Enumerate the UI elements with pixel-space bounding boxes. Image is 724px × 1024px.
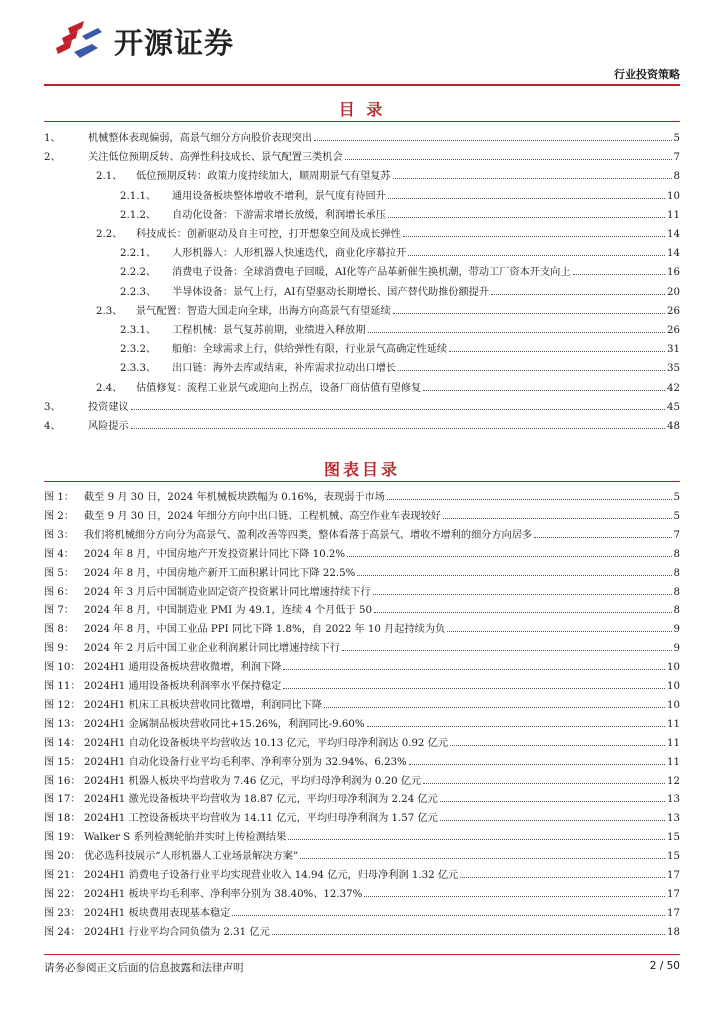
figure-entry[interactable]: [44, 504, 680, 522]
document-type: 行业投资策略: [614, 68, 680, 81]
figure-number: 图 19：: [44, 832, 81, 844]
figure-page: 9: [673, 643, 680, 655]
toc-entry-page: 42: [667, 382, 680, 394]
toc-entry-text: 景气配置：智造大国走向全球，出海方向高景气有望延续: [136, 305, 391, 317]
leader-dots: [131, 409, 665, 410]
figure-entry[interactable]: [44, 636, 680, 654]
toc-entry-page: 5: [673, 133, 680, 144]
leader-dots: [131, 428, 665, 429]
figure-entry[interactable]: [44, 693, 680, 711]
figure-entry[interactable]: [44, 561, 680, 579]
figure-number: 图 17：: [44, 794, 81, 806]
leader-dots: [450, 745, 665, 746]
figure-number: 图 4：: [44, 548, 75, 560]
figure-page: 7: [673, 529, 680, 541]
toc-divider: [44, 121, 680, 122]
figures-title: 图表目录: [323, 460, 400, 479]
toc-entry[interactable]: [120, 318, 680, 336]
figure-page: 11: [667, 718, 680, 730]
page-number: 2 / 50: [649, 960, 680, 972]
toc-entry-page: 26: [667, 305, 680, 317]
toc-entry-text: 出口链：海外去库或结束，补库需求拉动出口增长: [172, 363, 397, 375]
toc-entry-number: 2、: [44, 152, 61, 164]
toc-entry[interactable]: [96, 164, 680, 182]
figure-number: 图 2：: [44, 510, 75, 522]
figure-entry[interactable]: [44, 580, 680, 598]
toc-entry[interactable]: [44, 126, 680, 144]
leader-dots: [342, 650, 671, 651]
leader-dots: [403, 236, 665, 237]
figure-page: 18: [667, 926, 680, 938]
leader-dots: [324, 707, 665, 708]
toc-entry-page: 11: [667, 209, 680, 221]
figure-number: 图 9：: [44, 643, 75, 655]
footer-disclaimer: 请务必参阅正文后面的信息披露和法律声明: [44, 962, 244, 974]
figure-caption: 2024H1 板块平均毛利率、净利率分别为 38.40%、12.37%: [84, 888, 363, 900]
figure-number: 图 24：: [44, 926, 81, 938]
figure-caption: 2024 年 8 月，中国房地产开发投资累计同比下降 10.2%: [84, 548, 346, 560]
figure-entry[interactable]: [44, 655, 680, 673]
toc-entry-number: 4、: [44, 421, 61, 432]
leader-dots: [345, 159, 672, 160]
figure-page: 17: [667, 907, 680, 919]
figure-caption: 2024 年 8 月，中国房地产新开工面积累计同比下降 22.5%: [84, 567, 356, 579]
header-divider: [44, 84, 680, 86]
figure-caption: 2024 年 8 月，中国制造业 PMI 为 49.1，连续 4 个月低于 50: [84, 605, 372, 617]
leader-dots: [300, 858, 665, 859]
figure-caption: 我们将机械细分方向分为高景气、盈利改善等四类，整体看落于高景气、增收不增利的细分方向居多: [84, 529, 533, 541]
figure-page: 10: [667, 681, 680, 692]
toc-entry-number: 2.2.2、: [120, 267, 157, 279]
toc-entry-number: 1、: [44, 133, 61, 144]
toc-entry-number: 2.1.1、: [120, 190, 157, 202]
figure-number: 图 18：: [44, 813, 81, 825]
toc-entry-page: 16: [667, 267, 680, 279]
toc-entry-text: 自动化设备：下游需求增长放缓，利润增长承压: [172, 209, 386, 221]
toc-entry-text: 投资建议: [88, 401, 129, 413]
leader-dots: [449, 351, 665, 352]
toc-entry[interactable]: [96, 376, 680, 394]
leader-dots: [398, 370, 665, 371]
figure-caption: 2024H1 板块费用表现基本稳定: [84, 907, 231, 919]
figure-caption: 2024H1 消费电子设备行业平均实现营业收入 14.94 亿元，归母净利润 1.32 亿元: [84, 870, 459, 881]
figure-page: 9: [673, 624, 680, 636]
figure-caption: 2024H1 金属制品板块营收同比+15.26%，利润同比-9.60%: [84, 718, 365, 730]
leader-dots: [388, 217, 665, 218]
toc-entry-number: 2.3.2、: [120, 344, 157, 356]
figure-number: 图 6：: [44, 586, 75, 598]
figure-entry[interactable]: [44, 901, 680, 919]
brand-name: 开源证券: [114, 25, 235, 60]
toc-entry[interactable]: [120, 203, 680, 221]
leader-dots: [368, 332, 665, 333]
toc-entry-text: 通用设备板块整体增收不增利，景气度有待回升: [172, 190, 386, 202]
toc-entry[interactable]: [120, 260, 680, 278]
figure-caption: 2024H1 通用设备板块利润率水平保持稳定: [84, 681, 282, 692]
toc-entry-text: 船舶：全球需求上行，供给弹性有限，行业景气高确定性延续: [172, 344, 448, 356]
leader-dots: [409, 764, 665, 765]
toc-entry-number: 3、: [44, 401, 61, 413]
toc-entry-number: 2.1、: [96, 171, 123, 183]
figure-caption: 2024H1 自动化设备板块平均营收达 10.13 亿元，平均归母净利润达 0.92 亿元: [84, 737, 449, 749]
figure-page: 5: [673, 510, 680, 522]
figure-entry[interactable]: [44, 542, 680, 560]
figure-number: 图 16：: [44, 775, 81, 787]
leader-dots: [534, 537, 671, 538]
figure-page: 8: [673, 605, 680, 617]
figure-page: 5: [673, 492, 680, 503]
leader-dots: [393, 178, 672, 179]
figure-entry[interactable]: [44, 825, 680, 843]
toc-entry[interactable]: [120, 337, 680, 355]
figure-number: 图 12：: [44, 699, 81, 711]
figure-page: 10: [667, 662, 680, 674]
figure-page: 8: [673, 548, 680, 560]
leader-dots: [408, 255, 665, 256]
leader-dots: [283, 669, 665, 670]
toc-entry-page: 8: [673, 171, 680, 183]
figure-entry[interactable]: [44, 863, 680, 881]
toc-entry[interactable]: [44, 395, 680, 413]
toc-entry-page: 26: [667, 325, 680, 336]
leader-dots: [573, 274, 666, 275]
toc-entry-page: 35: [667, 363, 680, 375]
figure-entry[interactable]: [44, 523, 680, 541]
toc-entry-page: 20: [667, 286, 680, 298]
figure-number: 图 23：: [44, 907, 81, 919]
figure-number: 图 20：: [44, 851, 81, 863]
figure-number: 图 7：: [44, 605, 75, 617]
figure-entry[interactable]: [44, 769, 680, 787]
figure-entry[interactable]: [44, 712, 680, 730]
toc-entry-page: 7: [673, 152, 680, 164]
figure-entry[interactable]: [44, 598, 680, 616]
toc-entry-number: 2.3.3、: [120, 363, 157, 375]
toc-entry-text: 风险提示: [88, 421, 129, 432]
leader-dots: [443, 518, 672, 519]
figure-number: 图 10：: [44, 662, 81, 674]
figure-caption: 2024 年 2 月后中国工业企业利润累计同比增速持续下行: [84, 643, 341, 655]
figure-caption: 2024H1 自动化设备行业平均毛利率、净利率分别为 32.94%、6.23%: [84, 756, 407, 768]
figure-number: 图 22：: [44, 888, 81, 900]
figure-caption: 优必选科技展示“人形机器人工业场景解决方案”: [84, 851, 299, 863]
figure-number: 图 13：: [44, 718, 81, 730]
toc-title: 目 录: [338, 100, 386, 119]
leader-dots: [374, 612, 672, 613]
figure-page: 10: [667, 699, 680, 711]
leader-dots: [440, 801, 665, 802]
figure-page: 13: [667, 794, 680, 806]
figure-entry[interactable]: [44, 674, 680, 692]
toc-entry-text: 估值修复：流程工业景气或迎向上拐点，设备厂商估值有望修复: [136, 382, 422, 394]
leader-dots: [423, 783, 665, 784]
figure-number: 图 5：: [44, 567, 75, 579]
figure-number: 图 3：: [44, 529, 75, 541]
toc-entry-text: 科技成长：创新驱动及自主可控，打开想象空间及成长弹性: [136, 229, 401, 240]
toc-entry-number: 2.3、: [96, 305, 123, 317]
toc-entry[interactable]: [120, 356, 680, 374]
figure-number: 图 15：: [44, 756, 81, 768]
figure-caption: 2024H1 机床工具板块营收同比微增，利润同比下降: [84, 699, 323, 711]
figure-entry[interactable]: [44, 731, 680, 749]
toc-entry-page: 31: [667, 344, 680, 356]
toc-entry[interactable]: [44, 414, 680, 432]
toc-entry-number: 2.1.2、: [120, 209, 157, 221]
figure-page: 13: [667, 813, 680, 825]
toc-entry[interactable]: [96, 222, 680, 240]
toc-entry-text: 工程机械：景气复苏前期，业绩进入释放期: [172, 325, 366, 336]
figure-number: 图 14：: [44, 737, 81, 749]
toc-entry-page: 45: [667, 401, 680, 413]
toc-entry-text: 机械整体表现偏弱，高景气细分方向股价表现突出: [88, 133, 313, 144]
toc-entry-text: 人形机器人：人形机器人快速迭代，商业化序幕拉开: [172, 248, 407, 260]
figure-number: 图 1：: [44, 492, 75, 503]
figure-entry[interactable]: [44, 844, 680, 862]
figure-number: 图 8：: [44, 624, 75, 636]
figure-page: 17: [667, 870, 680, 881]
figure-caption: 截至 9 月 30 日，2024 年细分方向中出口链、工程机械、高空作业车表现较好: [84, 510, 441, 522]
figure-entry[interactable]: [44, 882, 680, 900]
toc-entry[interactable]: [120, 184, 680, 202]
leader-dots: [387, 499, 672, 500]
toc-entry-text: 消费电子设备：全球消费电子回暖，AI化等产品革新催生换机潮，带动工厂资本开支向上: [172, 267, 571, 279]
figure-page: 8: [673, 586, 680, 598]
figure-entry[interactable]: [44, 806, 680, 824]
toc-entry-number: 2.2.3、: [120, 286, 157, 298]
leader-dots: [423, 390, 665, 391]
toc-entry-text: 关注低位预期反转、高弹性科技成长、景气配置三类机会: [88, 152, 343, 164]
toc-entry-number: 2.2.1、: [120, 248, 157, 260]
toc-entry-text: 半导体设备：景气上行，AI有望驱动长期增长、国产替代助推份额提升: [172, 286, 490, 298]
figure-caption: 2024 年 8 月，中国工业品 PPI 同比下降 1.8%，自 2022 年 10 月起持续为负: [84, 624, 446, 636]
figure-caption: 2024H1 通用设备板块营收微增，利润下降: [84, 662, 282, 674]
figure-number: 图 21：: [44, 870, 81, 881]
brand-logo: [52, 18, 272, 64]
figure-page: 8: [673, 567, 680, 579]
figure-entry[interactable]: [44, 920, 680, 938]
toc-entry-page: 10: [667, 190, 680, 202]
leader-dots: [288, 839, 665, 840]
leader-dots: [393, 313, 665, 314]
figure-entry[interactable]: [44, 750, 680, 768]
figure-number: 图 11：: [44, 681, 81, 692]
figure-page: 15: [667, 851, 680, 863]
leader-dots: [373, 594, 672, 595]
toc-entry-page: 14: [667, 248, 680, 260]
leader-dots: [491, 294, 665, 295]
figures-divider: [44, 481, 680, 482]
figure-caption: 截至 9 月 30 日，2024 年机械板块跌幅为 0.16%，表现弱于市场: [84, 492, 385, 503]
figure-page: 15: [667, 832, 680, 844]
figure-caption: 2024 年 3 月后中国制造业固定资产投资累计同比增速持续下行: [84, 586, 371, 598]
figure-page: 12: [667, 775, 680, 787]
figure-page: 11: [667, 756, 680, 768]
toc-entry[interactable]: [96, 299, 680, 317]
leader-dots: [357, 575, 671, 576]
figure-entry[interactable]: [44, 617, 680, 635]
leader-dots: [367, 726, 666, 727]
figure-page: 11: [667, 737, 680, 749]
leader-dots: [232, 915, 665, 916]
figure-entry[interactable]: [44, 787, 680, 805]
leader-dots: [388, 198, 665, 199]
toc-entry[interactable]: [44, 145, 680, 163]
kaiyuan-logo-icon: [52, 18, 108, 64]
leader-dots: [347, 556, 671, 557]
toc-entry-page: 48: [667, 421, 680, 432]
toc-entry-text: 低位预期反转：政策力度持续加大，顺周期景气有望复苏: [136, 171, 391, 183]
figure-caption: 2024H1 行业平均合同负债为 2.31 亿元: [84, 926, 270, 938]
leader-dots: [440, 820, 665, 821]
figure-caption: Walker S 系列检测轮胎并实时上传检测结果: [84, 832, 287, 844]
leader-dots: [364, 896, 665, 897]
figure-entry[interactable]: [44, 485, 680, 503]
toc-entry[interactable]: [120, 241, 680, 259]
leader-dots: [314, 140, 671, 141]
figure-page: 17: [667, 888, 680, 900]
toc-entry-number: 2.2、: [96, 229, 123, 240]
leader-dots: [460, 877, 665, 878]
leader-dots: [272, 934, 665, 935]
leader-dots: [283, 688, 665, 689]
toc-entry[interactable]: [120, 280, 680, 298]
footer-divider: [44, 954, 680, 955]
leader-dots: [447, 631, 671, 632]
toc-entry-number: 2.3.1、: [120, 325, 157, 336]
figure-caption: 2024H1 机器人板块平均营收为 7.46 亿元，平均归母净利润为 0.20 亿元: [84, 775, 422, 787]
toc-entry-number: 2.4、: [96, 382, 123, 394]
toc-entry-page: 14: [667, 229, 680, 240]
figure-caption: 2024H1 工控设备板块平均营收为 14.11 亿元，平均归母净利润为 1.57 亿元: [84, 813, 438, 825]
figure-caption: 2024H1 激光设备板块平均营收为 18.87 亿元，平均归母净利润为 2.24 亿元: [84, 794, 438, 806]
